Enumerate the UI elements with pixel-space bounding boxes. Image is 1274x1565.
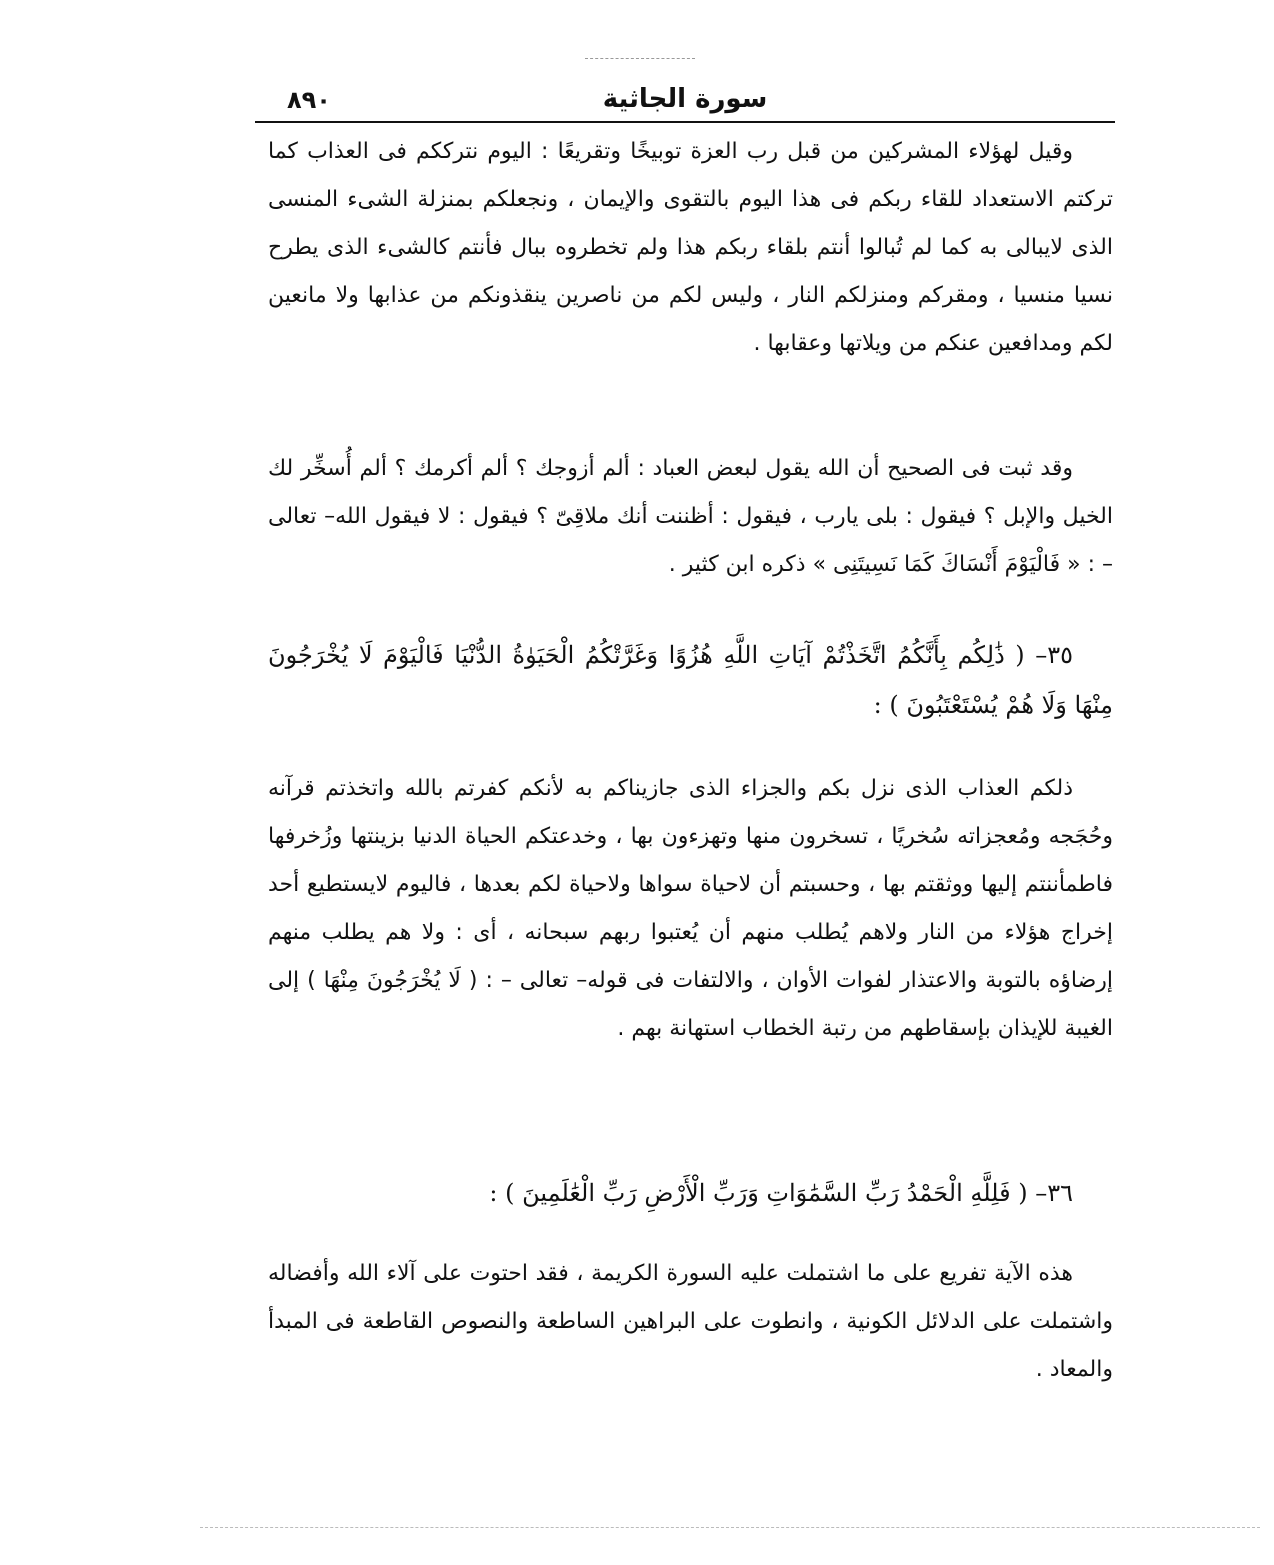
- page-number: ٨٩٠: [287, 86, 331, 114]
- page-header: [255, 80, 1115, 118]
- paragraph-2: وقد ثبت فى الصحيح أن الله يقول لبعض العباد : ألم أزوجك ؟ ألم أكرمك ؟ ألم أُسخِّر لك الخيل والإبل ؟ فيقول : بلى يارب ، فيقول : أظننت أنك ملاقِىّ ؟ فيقول : لا فيقول الله– تعالى – : « فَالْيَوْمَ أَنْسَاكَ كَمَا نَسِيتَنِى » ذكره ابن كثير .: [268, 456, 1113, 577]
- header-divider: [255, 121, 1115, 123]
- bottom-scan-mark: [200, 1527, 1260, 1528]
- verse-36: ٣٦– ( فَلِلَّهِ الْحَمْدُ رَبِّ السَّمَٰوَاتِ وَرَبِّ الْأَرْضِ رَبِّ الْعَٰلَمِينَ ) :: [489, 1179, 1073, 1207]
- surah-title: سورة الجاثية: [602, 84, 768, 114]
- verse-35: ٣٥– ( ذَٰلِكُم بِأَنَّكُمُ اتَّخَذْتُمْ آيَاتِ اللَّهِ هُزُوًا وَغَرَّتْكُمُ الْحَيَوٰةُ الدُّنْيَا فَالْيَوْمَ لَا يُخْرَجُونَ مِنْهَا وَلَا هُمْ يُسْتَعْتَبُونَ ) :: [268, 641, 1113, 719]
- top-scan-mark: [585, 58, 695, 59]
- paragraph-1: وقيل لهؤلاء المشركين من قبل رب العزة توبيخًا وتقريعًا : اليوم نترككم فى العذاب كما تركتم الاستعداد للقاء ربكم فى هذا اليوم بالتقوى والإيمان ، ونجعلكم بمنزلة الشىء المنسى الذى لايبالى به كما لم تُبالوا أنتم بلقاء ربكم هذا ولم تخطروه ببال فأنتم كالشىء الذى يطرح نسيا منسيا ، ومقركم ومنزلكم النار ، وليس لكم من ناصرين ينقذونكم من عذابها ولا مانعين لكم ومدافعين عنكم من ويلاتها وعقابها .: [268, 139, 1113, 356]
- paragraph-4: هذه الآية تفريع على ما اشتملت عليه السورة الكريمة ، فقد احتوت على آلاء الله وأفضاله واشتملت على الدلائل الكونية ، وانطوت على البراهين الساطعة والنصوص القاطعة فى المبدأ والمعاد .: [268, 1261, 1113, 1382]
- paragraph-3: ذلكم العذاب الذى نزل بكم والجزاء الذى جازيناكم به لأنكم كفرتم بالله واتخذتم قرآنه وحُجَجه ومُعجزاته سُخريًا ، تسخرون منها وتهزءون بها ، وخدعتكم الحياة الدنيا بزينتها وزُخرفها فاطمأننتم إليها ووثقتم بها ، وحسبتم أن لاحياة سواها ولاحياة لكم بعدها ، فاليوم لايستطيع أحد إخراج هؤلاء من النار ولاهم يُطلب منهم أن يُعتبوا ربهم سبحانه ، أى : ولا هم يطلب منهم إرضاؤه بالتوبة والاعتذار لفوات الأوان ، والالتفات فى قوله– تعالى – : ( لَا يُخْرَجُونَ مِنْهَا ) إلى الغيبة للإيذان بإسقاطهم من رتبة الخطاب استهانة بهم .: [268, 776, 1113, 1041]
